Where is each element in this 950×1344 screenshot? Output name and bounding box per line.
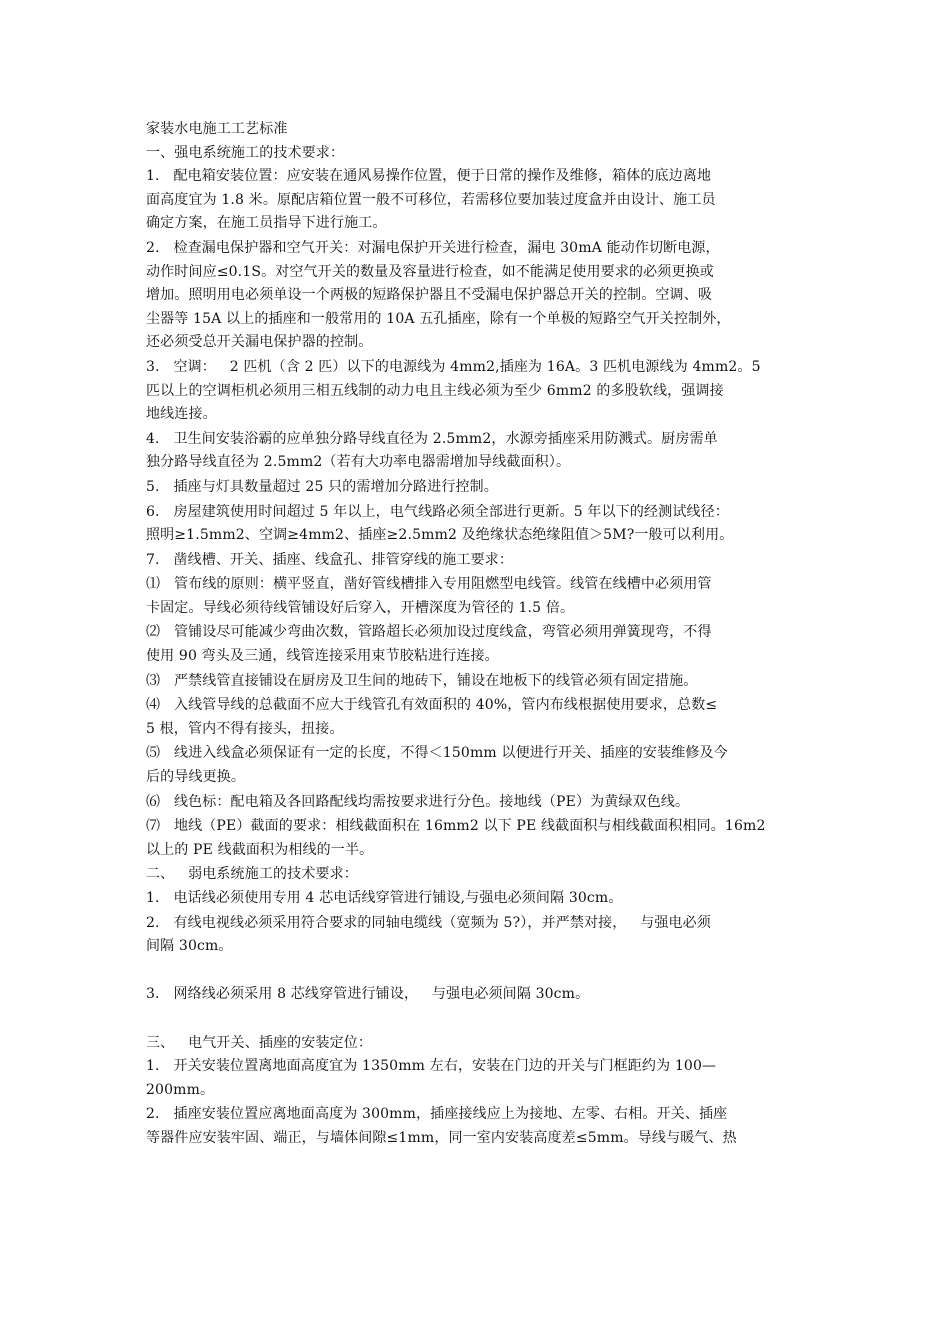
item-distribution-box [146, 165, 808, 236]
text-line: 确定方案，在施工员指导下进行施工。 [146, 215, 387, 232]
item-bathroom-heater [146, 428, 808, 475]
text-line: 4. 卫生间安装浴霸的应单独分路导线直径为 2.5mm2，水源旁插座采用防溅式。厨房需单 [146, 430, 718, 447]
item-leakage-protector [146, 237, 808, 355]
text-line: 5. 插座与灯具数量超过 25 只的需增加分路进行控制。 [146, 478, 498, 495]
text-line: 3. 网络线必须采用 8 芯线穿管进行铺设， 与强电必须间隔 30cm。 [146, 986, 590, 1003]
subitem-conduit-section [146, 694, 808, 741]
text-line: 5 根，管内不得有接头，扭接。 [146, 720, 344, 737]
blank-line [146, 960, 808, 984]
text-line: 以上的 PE 线截面积为相线的一半。 [146, 841, 374, 858]
text-line: 还必须受总开关漏电保护器的控制。 [146, 334, 373, 351]
text-line: 200mm。 [146, 1081, 215, 1098]
text-line: 3. 空调： 2 匹机（含 2 匹）以下的电源线为 4mm2,插座为 16A。3 匹机电源线为 4mm2。5 [146, 358, 761, 375]
text-line: ⑶ 严禁线管直接铺设在厨房及卫生间的地砖下，铺设在地板下的线管必须有固定措施。 [146, 672, 698, 689]
text-line: 2. 检查漏电保护器和空气开关：对漏电保护开关进行检查，漏电 30mA 能动作切断电源， [146, 239, 720, 256]
text-line: 地线连接。 [146, 406, 217, 423]
subitem-junction-box [146, 742, 808, 789]
subitem-conduit-principle [146, 573, 808, 620]
text-line: 照明≥1.5mm2、空调≥4mm2、插座≥2.5mm2 及绝缘状态绝缘阻值＞5M?一般可以利用。 [146, 527, 734, 544]
text-line: 独分路导线直径为 2.5mm2（若有大功率电器需增加导线截面积）。 [146, 454, 571, 471]
text-line: 等器件应安装牢固、端正，与墙体间隙≤1mm，同一室内安装高度差≤5mm。导线与暖气、热 [146, 1129, 737, 1146]
section-heading-switch-socket: 三、 电气开关、插座的安装定位： [146, 1034, 373, 1051]
subitem-wire-color [146, 791, 808, 815]
text-line: 面高度宜为 1.8 米。原配店箱位置一般不可移位，若需移位要加装过度盒并由设计、施工员 [146, 191, 716, 208]
section-heading-strong-current: 一、强电系统施工的技术要求： [146, 144, 345, 161]
document-body [146, 118, 808, 1152]
text-line: 1. 开关安装位置离地面高度宜为 1350mm 左右，安装在门边的开关与门框距约为 100— [146, 1058, 717, 1075]
item-wiring-requirements [146, 549, 808, 573]
subitem-conduit-floor [146, 670, 808, 694]
item-socket-count [146, 476, 808, 500]
text-line: 匹以上的空调柜机必须用三相五线制的动力电且主线必须为至少 6mm2 的多股软线，强调接 [146, 382, 724, 399]
item-air-conditioner [146, 356, 808, 427]
item-telephone-line [146, 887, 808, 911]
text-line: ⑹ 线色标：配电箱及各回路配线均需按要求进行分色。接地线（PE）为黄绿双色线。 [146, 793, 690, 810]
text-line: 间隔 30cm。 [146, 938, 233, 955]
subitem-ground-wire [146, 815, 808, 862]
text-line: ⑴ 管布线的原则：横平竖直，凿好管线槽排入专用阻燃型电线管。线管在线槽中必须用管 [146, 576, 712, 593]
text-line: 7. 凿线槽、开关、插座、线盒孔、排管穿线的施工要求： [146, 551, 514, 568]
text-line: 后的导线更换。 [146, 769, 246, 786]
text-line: 使用 90 弯头及三通，线管连接采用束节胶粘进行连接。 [146, 648, 499, 665]
text-line: 增加。照明用电必须单设一个两极的短路保护器且不受漏电保护器总开关的控制。空调、吸 [146, 287, 712, 304]
text-line: 6. 房屋建筑使用时间超过 5 年以上，电气线路必须全部进行更新。5 年以下的经测试线径： [146, 503, 729, 520]
text-line: 1. 电话线必须使用专用 4 芯电话线穿管进行铺设,与强电必须间隔 30cm。 [146, 890, 623, 906]
section-heading-weak-current: 二、 弱电系统施工的技术要求： [146, 866, 358, 883]
text-line: 卡固定。导线必须待线管铺设好后穿入，开槽深度为管径的 1.5 倍。 [146, 599, 575, 616]
document-title: 家装水电施工工艺标准 [146, 121, 288, 137]
text-line: 动作时间应≤0.1S。对空气开关的数量及容量进行检查，如不能满足使用要求的必须更换或 [146, 263, 714, 280]
text-line: 1. 配电箱安装位置：应安装在通风易操作位置，便于日常的操作及维修，箱体的底边离地 [146, 168, 712, 185]
text-line: ⑵ 管铺设尽可能减少弯曲次数，管路超长必须加设过度线盒，弯管必须用弹簧现弯，不得 [146, 624, 712, 641]
text-line: 尘器等 15A 以上的插座和一般常用的 10A 五孔插座，除有一个单极的短路空气开关控制外， [146, 310, 731, 327]
text-line: 2. 插座安装位置应离地面高度为 300mm，插座接线应上为接地、左零、右相。开关、插座 [146, 1106, 728, 1123]
text-line: 2. 有线电视线必须采用符合要求的同轴电缆线（宽频为 5?），并严禁对接， 与强电必须 [146, 914, 711, 931]
subitem-conduit-bending [146, 621, 808, 668]
blank-line [146, 1008, 808, 1032]
item-cable-tv-line [146, 912, 808, 959]
item-switch-height [146, 1055, 808, 1102]
text-line: ⑺ 地线（PE）截面的要求：相线截面积在 16mm2 以下 PE 线截面积与相线截面积相同。16m2 [146, 818, 766, 835]
item-building-age [146, 501, 808, 548]
item-socket-height [146, 1103, 808, 1150]
text-line: ⑷ 入线管导线的总截面不应大于线管孔有效面积的 40%，管内布线根据使用要求，总数≤ [146, 697, 718, 714]
item-network-line [146, 983, 808, 1007]
text-line: ⑸ 线进入线盒必须保证有一定的长度，不得＜150mm 以便进行开关、插座的安装维修及今 [146, 745, 728, 762]
